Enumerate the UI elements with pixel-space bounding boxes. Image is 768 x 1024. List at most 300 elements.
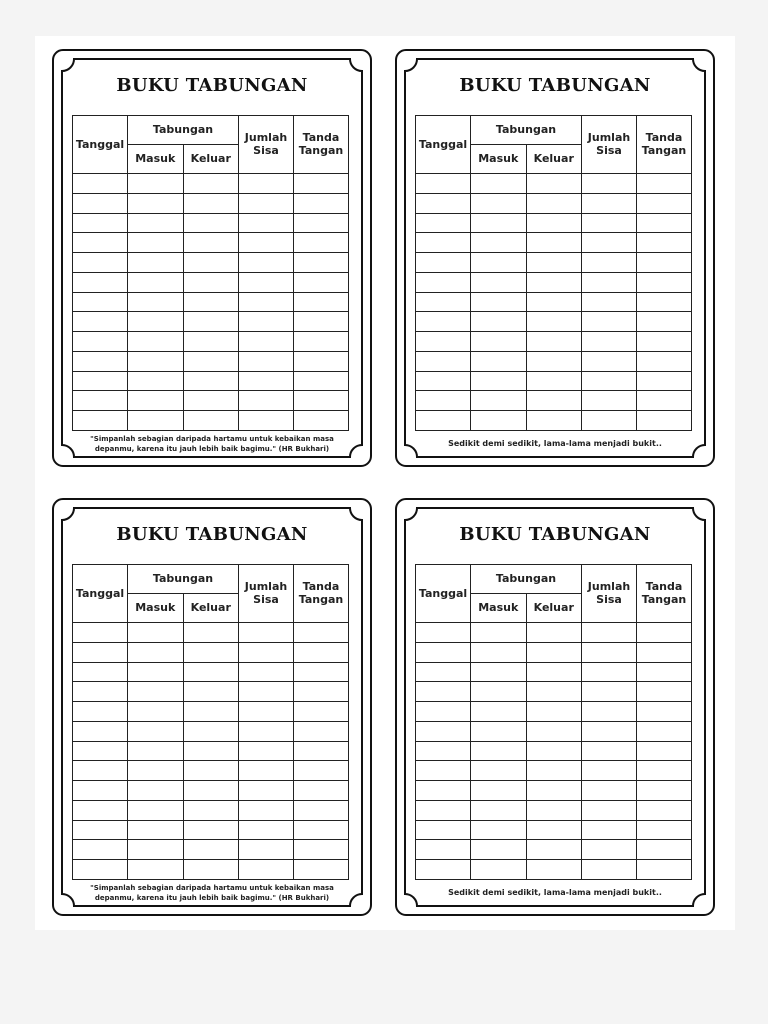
table-row xyxy=(73,800,349,820)
table-cell[interactable] xyxy=(128,233,184,253)
table-cell[interactable] xyxy=(183,741,239,761)
table-cell[interactable] xyxy=(294,233,349,253)
table-cell[interactable] xyxy=(637,371,692,391)
table-cell[interactable] xyxy=(183,233,239,253)
table-cell[interactable] xyxy=(637,622,692,642)
table-cell[interactable] xyxy=(416,702,471,722)
table-cell[interactable] xyxy=(239,173,294,193)
table-row xyxy=(73,193,349,213)
table-cell[interactable] xyxy=(416,682,471,702)
table-cell[interactable] xyxy=(637,721,692,741)
header-jumlah-sisa: Jumlah Sisa xyxy=(239,116,294,174)
header-keluar: Keluar xyxy=(183,144,239,173)
table-row xyxy=(73,721,349,741)
table-cell[interactable] xyxy=(582,272,637,292)
table-cell[interactable] xyxy=(128,682,184,702)
table-cell[interactable] xyxy=(416,411,471,431)
table-cell[interactable] xyxy=(416,622,471,642)
table-cell[interactable] xyxy=(416,332,471,352)
header-masuk: Masuk xyxy=(471,593,527,622)
table-cell[interactable] xyxy=(582,761,637,781)
table-cell[interactable] xyxy=(239,820,294,840)
table-cell[interactable] xyxy=(582,391,637,411)
table-cell[interactable] xyxy=(416,371,471,391)
footer-quote: "Simpanlah sebagian daripada hartamu untuk kebaikan masa depanmu, karena itu jauh lebih baik bagimu." (HR Bukhari) xyxy=(90,435,334,453)
table-cell[interactable] xyxy=(582,292,637,312)
table-cell[interactable] xyxy=(637,860,692,880)
table-cell[interactable] xyxy=(294,662,349,682)
table-cell[interactable] xyxy=(637,662,692,682)
table-cell[interactable] xyxy=(239,781,294,801)
table-cell[interactable] xyxy=(239,622,294,642)
table-cell[interactable] xyxy=(128,253,184,273)
table-cell[interactable] xyxy=(471,233,527,253)
table-cell[interactable] xyxy=(471,800,527,820)
table-cell[interactable] xyxy=(582,371,637,391)
table-cell[interactable] xyxy=(183,332,239,352)
table-cell[interactable] xyxy=(471,682,527,702)
table-cell[interactable] xyxy=(128,781,184,801)
table-cell[interactable] xyxy=(637,351,692,371)
table-cell[interactable] xyxy=(582,233,637,253)
table-cell[interactable] xyxy=(526,741,582,761)
table-cell[interactable] xyxy=(471,642,527,662)
table-cell[interactable] xyxy=(128,761,184,781)
table-cell[interactable] xyxy=(416,860,471,880)
table-cell[interactable] xyxy=(128,702,184,722)
table-cell[interactable] xyxy=(637,642,692,662)
table-cell[interactable] xyxy=(239,682,294,702)
table-cell[interactable] xyxy=(239,702,294,722)
header-tanggal: Tanggal xyxy=(73,565,128,623)
table-cell[interactable] xyxy=(73,391,128,411)
table-cell[interactable] xyxy=(416,213,471,233)
table-row xyxy=(416,312,692,332)
table-cell[interactable] xyxy=(637,820,692,840)
table-cell[interactable] xyxy=(73,351,128,371)
table-cell[interactable] xyxy=(637,312,692,332)
table-cell[interactable] xyxy=(526,840,582,860)
table-cell[interactable] xyxy=(73,253,128,273)
table-cell[interactable] xyxy=(73,860,128,880)
table-cell[interactable] xyxy=(526,213,582,233)
table-cell[interactable] xyxy=(637,800,692,820)
table-cell[interactable] xyxy=(416,840,471,860)
table-cell[interactable] xyxy=(582,622,637,642)
table-cell[interactable] xyxy=(471,662,527,682)
table-cell[interactable] xyxy=(582,213,637,233)
table-cell[interactable] xyxy=(582,721,637,741)
table-cell[interactable] xyxy=(294,800,349,820)
table-cell[interactable] xyxy=(471,193,527,213)
table-cell[interactable] xyxy=(294,840,349,860)
table-cell[interactable] xyxy=(128,820,184,840)
table-cell[interactable] xyxy=(183,781,239,801)
table-cell[interactable] xyxy=(73,761,128,781)
table-cell[interactable] xyxy=(73,193,128,213)
table-body xyxy=(416,622,692,879)
table-cell[interactable] xyxy=(637,292,692,312)
table-cell[interactable] xyxy=(471,761,527,781)
table-cell[interactable] xyxy=(526,721,582,741)
table-cell[interactable] xyxy=(526,662,582,682)
table-cell[interactable] xyxy=(294,642,349,662)
table-cell[interactable] xyxy=(637,682,692,702)
table-row xyxy=(73,173,349,193)
table-cell[interactable] xyxy=(239,721,294,741)
table-cell[interactable] xyxy=(582,411,637,431)
table-cell[interactable] xyxy=(416,781,471,801)
table-cell[interactable] xyxy=(73,642,128,662)
table-cell[interactable] xyxy=(526,800,582,820)
table-cell[interactable] xyxy=(294,721,349,741)
table-cell[interactable] xyxy=(471,781,527,801)
table-cell[interactable] xyxy=(637,391,692,411)
table-cell[interactable] xyxy=(73,233,128,253)
table-cell[interactable] xyxy=(239,272,294,292)
table-cell[interactable] xyxy=(582,860,637,880)
table-cell[interactable] xyxy=(294,173,349,193)
table-cell[interactable] xyxy=(183,351,239,371)
table-cell[interactable] xyxy=(128,272,184,292)
table-cell[interactable] xyxy=(239,371,294,391)
table-cell[interactable] xyxy=(183,761,239,781)
table-cell[interactable] xyxy=(471,840,527,860)
table-cell[interactable] xyxy=(416,761,471,781)
table-cell[interactable] xyxy=(416,642,471,662)
table-row xyxy=(416,781,692,801)
table-cell[interactable] xyxy=(183,253,239,273)
table-cell[interactable] xyxy=(183,173,239,193)
table-cell[interactable] xyxy=(637,272,692,292)
table-row xyxy=(416,371,692,391)
table-cell[interactable] xyxy=(416,721,471,741)
table-cell[interactable] xyxy=(294,213,349,233)
card-title: BUKU TABUNGAN xyxy=(116,75,308,96)
table-cell[interactable] xyxy=(183,411,239,431)
savings-card-1 xyxy=(52,49,372,467)
table-cell[interactable] xyxy=(128,622,184,642)
table-cell[interactable] xyxy=(73,292,128,312)
table-cell[interactable] xyxy=(239,800,294,820)
table-cell[interactable] xyxy=(73,662,128,682)
table-cell[interactable] xyxy=(637,781,692,801)
table-cell[interactable] xyxy=(73,741,128,761)
table-row xyxy=(73,682,349,702)
table-cell[interactable] xyxy=(471,371,527,391)
table-cell[interactable] xyxy=(294,820,349,840)
table-cell[interactable] xyxy=(73,411,128,431)
table-cell[interactable] xyxy=(183,820,239,840)
savings-card-3 xyxy=(52,498,372,916)
header-tanda-tangan: Tanda Tangan xyxy=(294,565,349,623)
table-row xyxy=(73,272,349,292)
table-cell[interactable] xyxy=(73,332,128,352)
table-cell[interactable] xyxy=(582,840,637,860)
table-cell[interactable] xyxy=(582,312,637,332)
table-cell[interactable] xyxy=(471,272,527,292)
table-cell[interactable] xyxy=(526,391,582,411)
table-cell[interactable] xyxy=(582,682,637,702)
table-body xyxy=(73,622,349,879)
table-cell[interactable] xyxy=(416,662,471,682)
table-cell[interactable] xyxy=(239,840,294,860)
table-cell[interactable] xyxy=(183,721,239,741)
table-cell[interactable] xyxy=(128,800,184,820)
table-cell[interactable] xyxy=(73,800,128,820)
table-cell[interactable] xyxy=(128,741,184,761)
table-cell[interactable] xyxy=(637,193,692,213)
table-cell[interactable] xyxy=(582,642,637,662)
table-cell[interactable] xyxy=(526,371,582,391)
table-cell[interactable] xyxy=(526,292,582,312)
table-cell[interactable] xyxy=(73,173,128,193)
table-cell[interactable] xyxy=(294,391,349,411)
table-cell[interactable] xyxy=(582,193,637,213)
table-cell[interactable] xyxy=(128,351,184,371)
table-cell[interactable] xyxy=(637,173,692,193)
table-cell[interactable] xyxy=(239,253,294,273)
table-cell[interactable] xyxy=(416,173,471,193)
table-cell[interactable] xyxy=(526,332,582,352)
table-cell[interactable] xyxy=(294,702,349,722)
table-cell[interactable] xyxy=(526,233,582,253)
table-cell[interactable] xyxy=(526,351,582,371)
table-cell[interactable] xyxy=(128,292,184,312)
table-cell[interactable] xyxy=(526,702,582,722)
table-cell[interactable] xyxy=(239,193,294,213)
table-cell[interactable] xyxy=(471,292,527,312)
table-cell[interactable] xyxy=(294,312,349,332)
table-cell[interactable] xyxy=(183,642,239,662)
table-cell[interactable] xyxy=(294,761,349,781)
table-cell[interactable] xyxy=(637,702,692,722)
table-cell[interactable] xyxy=(73,272,128,292)
table-cell[interactable] xyxy=(294,351,349,371)
table-cell[interactable] xyxy=(416,193,471,213)
table-cell[interactable] xyxy=(416,800,471,820)
table-cell[interactable] xyxy=(416,351,471,371)
table-cell[interactable] xyxy=(294,371,349,391)
header-tabungan: Tabungan xyxy=(128,116,239,145)
table-cell[interactable] xyxy=(73,781,128,801)
table-cell[interactable] xyxy=(239,233,294,253)
table-cell[interactable] xyxy=(294,292,349,312)
table-cell[interactable] xyxy=(183,193,239,213)
table-cell[interactable] xyxy=(128,721,184,741)
table-cell[interactable] xyxy=(183,662,239,682)
table-cell[interactable] xyxy=(582,332,637,352)
table-cell[interactable] xyxy=(471,391,527,411)
table-cell[interactable] xyxy=(128,840,184,860)
table-cell[interactable] xyxy=(183,840,239,860)
table-cell[interactable] xyxy=(73,622,128,642)
table-cell[interactable] xyxy=(582,800,637,820)
table-cell[interactable] xyxy=(582,351,637,371)
table-row xyxy=(73,411,349,431)
table-cell[interactable] xyxy=(239,642,294,662)
table-cell[interactable] xyxy=(73,312,128,332)
table-cell[interactable] xyxy=(471,253,527,273)
savings-table xyxy=(72,564,349,880)
table-cell[interactable] xyxy=(73,820,128,840)
table-cell[interactable] xyxy=(239,312,294,332)
table-cell[interactable] xyxy=(526,193,582,213)
table-cell[interactable] xyxy=(128,173,184,193)
page-sheet xyxy=(35,36,735,930)
table-cell[interactable] xyxy=(471,332,527,352)
table-cell[interactable] xyxy=(526,411,582,431)
table-row xyxy=(73,860,349,880)
table-cell[interactable] xyxy=(73,840,128,860)
table-cell[interactable] xyxy=(183,860,239,880)
table-cell[interactable] xyxy=(128,332,184,352)
table-cell[interactable] xyxy=(471,860,527,880)
table-cell[interactable] xyxy=(239,391,294,411)
table-cell[interactable] xyxy=(416,391,471,411)
table-cell[interactable] xyxy=(239,860,294,880)
table-cell[interactable] xyxy=(183,682,239,702)
table-cell[interactable] xyxy=(73,702,128,722)
table-cell[interactable] xyxy=(416,272,471,292)
table-cell[interactable] xyxy=(471,351,527,371)
table-cell[interactable] xyxy=(416,233,471,253)
table-cell[interactable] xyxy=(128,662,184,682)
table-cell[interactable] xyxy=(471,173,527,193)
header-tabungan: Tabungan xyxy=(471,116,582,145)
table-cell[interactable] xyxy=(128,642,184,662)
table-cell[interactable] xyxy=(526,642,582,662)
table-cell[interactable] xyxy=(637,761,692,781)
table-row xyxy=(73,781,349,801)
table-cell[interactable] xyxy=(183,292,239,312)
table-cell[interactable] xyxy=(183,371,239,391)
savings-card-2 xyxy=(395,49,715,467)
footer-proverb: Sedikit demi sedikit, lama-lama menjadi bukit.. xyxy=(448,888,662,897)
table-cell[interactable] xyxy=(294,682,349,702)
table-cell[interactable] xyxy=(183,272,239,292)
table-cell[interactable] xyxy=(73,721,128,741)
table-cell[interactable] xyxy=(128,213,184,233)
table-cell[interactable] xyxy=(471,622,527,642)
table-cell[interactable] xyxy=(471,702,527,722)
table-cell[interactable] xyxy=(239,662,294,682)
table-cell[interactable] xyxy=(128,860,184,880)
header-masuk: Masuk xyxy=(128,144,184,173)
table-cell[interactable] xyxy=(526,820,582,840)
table-cell[interactable] xyxy=(471,741,527,761)
table-row xyxy=(73,662,349,682)
table-cell[interactable] xyxy=(294,253,349,273)
table-cell[interactable] xyxy=(526,682,582,702)
table-cell[interactable] xyxy=(471,411,527,431)
table-cell[interactable] xyxy=(637,741,692,761)
table-cell[interactable] xyxy=(73,682,128,702)
table-row xyxy=(73,371,349,391)
table-cell[interactable] xyxy=(128,411,184,431)
table-cell[interactable] xyxy=(294,860,349,880)
table-row xyxy=(73,761,349,781)
table-cell[interactable] xyxy=(128,371,184,391)
table-cell[interactable] xyxy=(637,332,692,352)
table-row xyxy=(416,391,692,411)
table-cell[interactable] xyxy=(239,411,294,431)
table-cell[interactable] xyxy=(526,860,582,880)
table-cell[interactable] xyxy=(637,213,692,233)
table-cell[interactable] xyxy=(526,761,582,781)
table-cell[interactable] xyxy=(128,312,184,332)
table-cell[interactable] xyxy=(582,781,637,801)
table-cell[interactable] xyxy=(471,213,527,233)
table-cell[interactable] xyxy=(294,622,349,642)
table-cell[interactable] xyxy=(294,272,349,292)
table-cell[interactable] xyxy=(416,741,471,761)
table-cell[interactable] xyxy=(582,820,637,840)
table-cell[interactable] xyxy=(416,253,471,273)
table-cell[interactable] xyxy=(128,391,184,411)
table-cell[interactable] xyxy=(416,312,471,332)
table-cell[interactable] xyxy=(582,253,637,273)
table-cell[interactable] xyxy=(183,800,239,820)
table-cell[interactable] xyxy=(526,173,582,193)
table-cell[interactable] xyxy=(526,253,582,273)
table-cell[interactable] xyxy=(239,761,294,781)
table-cell[interactable] xyxy=(471,820,527,840)
header-tanggal: Tanggal xyxy=(416,565,471,623)
table-cell[interactable] xyxy=(471,312,527,332)
table-cell[interactable] xyxy=(637,253,692,273)
table-cell[interactable] xyxy=(183,312,239,332)
header-tabungan: Tabungan xyxy=(471,565,582,594)
table-cell[interactable] xyxy=(416,820,471,840)
table-cell[interactable] xyxy=(294,332,349,352)
table-cell[interactable] xyxy=(526,781,582,801)
table-cell[interactable] xyxy=(239,332,294,352)
table-cell[interactable] xyxy=(183,622,239,642)
table-cell[interactable] xyxy=(582,662,637,682)
table-row xyxy=(416,800,692,820)
table-cell[interactable] xyxy=(471,721,527,741)
table-cell[interactable] xyxy=(526,272,582,292)
table-cell[interactable] xyxy=(183,702,239,722)
table-cell[interactable] xyxy=(183,391,239,411)
table-cell[interactable] xyxy=(582,702,637,722)
table-cell[interactable] xyxy=(582,741,637,761)
table-cell[interactable] xyxy=(526,312,582,332)
table-cell[interactable] xyxy=(294,411,349,431)
table-cell[interactable] xyxy=(416,292,471,312)
table-cell[interactable] xyxy=(294,781,349,801)
table-cell[interactable] xyxy=(128,193,184,213)
table-cell[interactable] xyxy=(582,173,637,193)
table-cell[interactable] xyxy=(239,351,294,371)
table-cell[interactable] xyxy=(183,213,239,233)
table-cell[interactable] xyxy=(239,213,294,233)
table-cell[interactable] xyxy=(239,292,294,312)
table-row xyxy=(73,391,349,411)
table-cell[interactable] xyxy=(73,213,128,233)
table-row xyxy=(416,411,692,431)
table-cell[interactable] xyxy=(73,371,128,391)
table-cell[interactable] xyxy=(637,233,692,253)
card-title: BUKU TABUNGAN xyxy=(116,524,308,545)
table-cell[interactable] xyxy=(239,741,294,761)
table-cell[interactable] xyxy=(294,741,349,761)
table-cell[interactable] xyxy=(637,840,692,860)
table-cell[interactable] xyxy=(637,411,692,431)
table-cell[interactable] xyxy=(526,622,582,642)
table-cell[interactable] xyxy=(294,193,349,213)
